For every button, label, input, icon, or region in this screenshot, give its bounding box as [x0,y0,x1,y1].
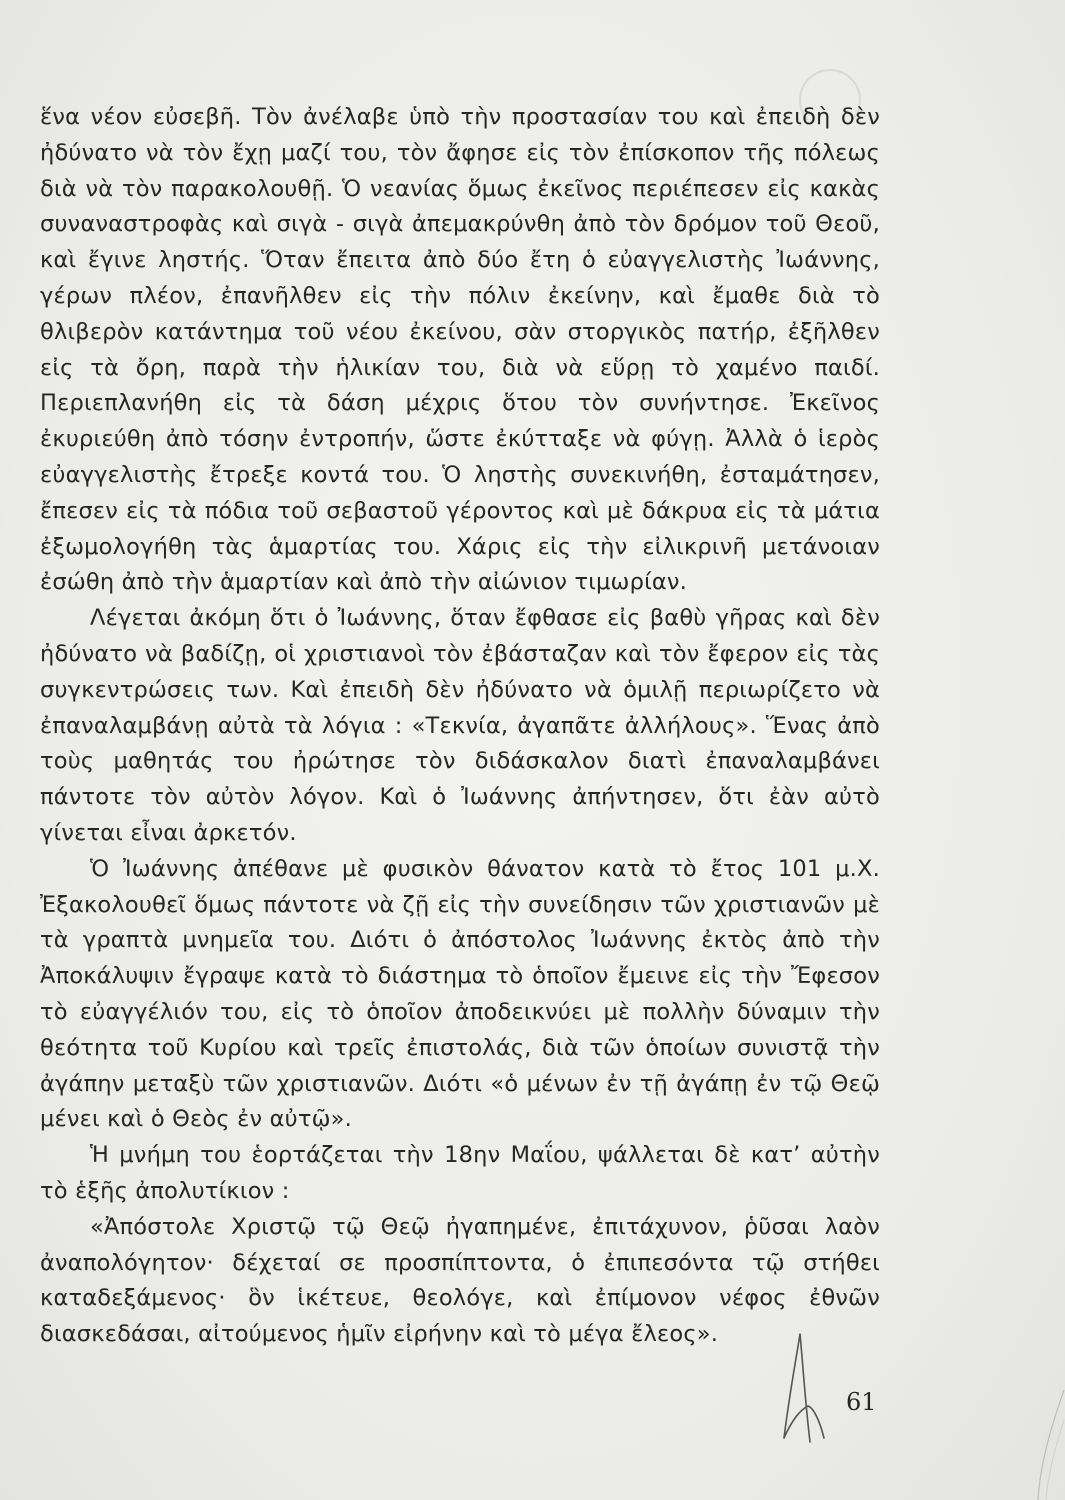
paragraph-5: «Ἀπόστολε Χριστῷ τῷ Θεῷ ἠγαπημένε, ἐπιτάχυνον, ῥῦσαι λαὸν ἀναπολόγητον· δέχεταί σε προσπίπτοντα, ὁ ἐπιπεσόντα τῷ στήθει καταδεξάμενος· ὃν ἱκέτευε, θεολόγε, καὶ ἐπίμονον νέφος ἐθνῶν διασκεδάσαι, αἰτούμενος ἡμῖν εἰρήνην καὶ τὸ μέγα ἔλεος». [40,1213,880,1348]
handwritten-signature [770,1330,830,1445]
page-number: 61 [846,1388,877,1416]
body-text [40,100,880,1353]
paragraph-1: ἕνα νέον εὐσεβῆ. Τὸν ἀνέλαβε ὑπὸ τὴν προστασίαν του καὶ ἐπειδὴ δὲν ἠδύνατο νὰ τὸν ἔχῃ μαζί του, τὸν ἄφησε εἰς τὸν ἐπίσκοπον τῆς πόλεως διὰ νὰ τὸν παρακολουθῇ. Ὁ νεανίας ὅμως ἐκεῖνος περιέπεσεν εἰς κακὰς συναναστροφὰς καὶ σιγὰ - σιγὰ ἀπεμακρύνθη ἀπὸ τὸν δρόμον τοῦ Θεοῦ, καὶ ἔγινε ληστής. Ὅταν ἔπειτα ἀπὸ δύο ἔτη ὁ εὐαγγελιστὴς Ἰωάννης, γέρων πλέον, ἐπανῆλθεν εἰς τὴν πόλιν ἐκείνην, καὶ ἔμαθε διὰ τὸ θλιβερὸν κατάντημα τοῦ νέου ἐκείνου, σὰν στοργικὸς πατήρ, ἐξῆλθεν εἰς τὰ ὄρη, παρὰ τὴν ἡλικίαν του, διὰ νὰ εὕρῃ τὸ χαμένο παιδί. Περιεπλανήθη εἰς τὰ δάση μέχρις ὅτου τὸν συνήντησε. Ἐκεῖνος ἐκυριεύθη ἀπὸ τόσην ἐντροπήν, ὥστε ἐκύτταξε νὰ φύγῃ. Ἀλλὰ ὁ ἱερὸς εὐαγγελιστὴς ἔτρεξε κοντά του. Ὁ ληστὴς συνεκινήθη, ἐσταμάτησεν, ἔπεσεν εἰς τὰ πόδια τοῦ σεβαστοῦ γέροντος καὶ μὲ δάκρυα εἰς τὰ μάτια ἐξωμολογήθη τὰς ἁμαρτίας του. Χάρις εἰς τὴν εἰλικρινῆ μετάνοιαν ἐσώθη ἀπὸ τὴν ἁμαρτίαν καὶ ἀπὸ τὴν αἰώνιον τιμωρίαν. [40,104,880,596]
paragraph-2: Λέγεται ἀκόμη ὅτι ὁ Ἰωάννης, ὅταν ἔφθασε εἰς βαθὺ γῆρας καὶ δὲν ἠδύνατο νὰ βαδίζῃ, οἱ χριστιανοὶ τὸν ἐβάσταζαν καὶ τὸν ἔφερον εἰς τὰς συγκεντρώσεις των. Καὶ ἐπειδὴ δὲν ἠδύνατο νὰ ὁμιλῇ περιωρίζετο νὰ ἐπαναλαμβάνῃ αὐτὰ τὰ λόγια : «Τεκνία, ἀγαπᾶτε ἀλλήλους». Ἕνας ἀπὸ τοὺς μαθητάς του ἠρώτησε τὸν διδάσκαλον διατὶ ἐπαναλαμβάνει πάντοτε τὸν αὐτὸν λόγον. Καὶ ὁ Ἰωάννης ἀπήντησεν, ὅτι ἐὰν αὐτὸ γίνεται εἶναι ἀρκετόν. [40,605,880,846]
paragraph-3: Ὁ Ἰωάννης ἀπέθανε μὲ φυσικὸν θάνατον κατὰ τὸ ἔτος 101 μ.Χ. Ἐξακολουθεῖ ὅμως πάντοτε νὰ ζῇ εἰς τὴν συνείδησιν τῶν χριστιανῶν μὲ τὰ γραπτὰ μνημεῖα του. Διότι ὁ ἀπόστολος Ἰωάννης ἐκτὸς ἀπὸ τὴν Ἀποκάλυψιν ἔγραψε κατὰ τὸ διάστημα τὸ ὁποῖον ἔμεινε εἰς τὴν Ἔφεσον τὸ εὐαγγέλιόν του, εἰς τὸ ὁποῖον ἀποδεικνύει μὲ πολλὴν δύναμιν τὴν θεότητα τοῦ Κυρίου καὶ τρεῖς ἐπιστολάς, διὰ τῶν ὁποίων συνιστᾷ τὴν ἀγάπην μεταξὺ τῶν χριστιανῶν. Διότι «ὁ μένων ἐν τῇ ἀγάπῃ ἐν τῷ Θεῷ μένει καὶ ὁ Θεὸς ἐν αὐτῷ». [40,855,880,1133]
page-corner-curl [1020,1390,1065,1500]
paragraph-4: Ἡ μνήμη του ἑορτάζεται τὴν 18ην Μαΐου, ψάλλεται δὲ κατ’ αὐτὴν τὸ ἑξῆς ἀπολυτίκιον : [40,1142,880,1204]
